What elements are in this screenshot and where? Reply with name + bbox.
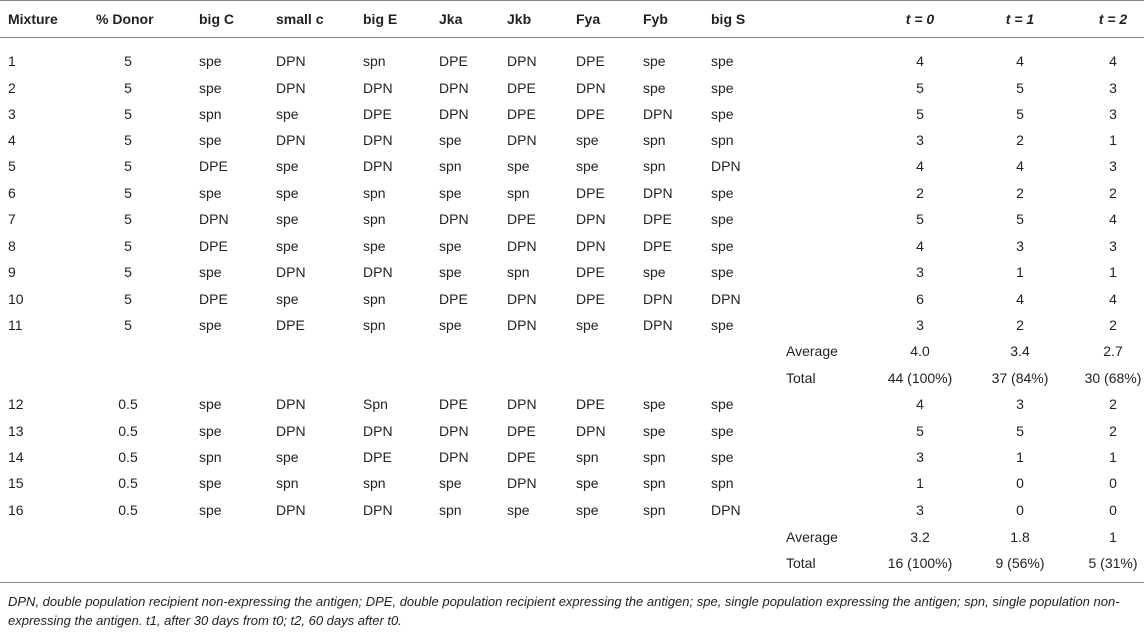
cell-fya: spe	[576, 132, 599, 148]
cell-t1: 5	[1016, 423, 1024, 439]
cell-jkb: DPN	[507, 238, 537, 254]
cell-t0: 44 (100%)	[887, 370, 953, 386]
summary-row-total	[0, 366, 1144, 392]
cell-jka: DPE	[439, 291, 468, 307]
cell-fya: spe	[576, 502, 599, 518]
cell-bigC: spn	[199, 106, 222, 122]
cell-bigC: DPN	[199, 211, 229, 227]
cell-bigE: DPE	[363, 449, 392, 465]
cell-jka: spe	[439, 317, 462, 333]
table-row	[0, 154, 1144, 180]
cell-mixture: 5	[8, 158, 16, 174]
cell-t1: 4	[1016, 158, 1024, 174]
cell-t0: 3	[916, 132, 924, 148]
cell-t1: 3.4	[1010, 343, 1030, 359]
header-big-s: big S	[711, 11, 746, 27]
cell-fya: DPN	[576, 238, 606, 254]
cell-t1: 3	[1016, 238, 1024, 254]
cell-t2: 4	[1109, 53, 1117, 69]
table-row	[0, 419, 1144, 445]
cell-jka: DPN	[439, 211, 469, 227]
table-header	[0, 0, 1144, 37]
cell-t2: 2	[1109, 185, 1117, 201]
table-row	[0, 313, 1144, 339]
table-row	[0, 471, 1144, 497]
cell-smallc: spn	[276, 475, 299, 491]
header-t0: t = 0	[905, 11, 935, 27]
cell-jka: DPE	[439, 53, 468, 69]
cell-jka: spn	[439, 158, 462, 174]
cell-t2: 3	[1109, 238, 1117, 254]
cell-smallc: DPN	[276, 396, 306, 412]
cell-bigS: spe	[711, 396, 734, 412]
cell-bigS: DPN	[711, 291, 741, 307]
header-big-e: big E	[363, 11, 398, 27]
cell-mixture: 2	[8, 80, 16, 96]
cell-mixture: 12	[8, 396, 24, 412]
cell-bigC: spe	[199, 475, 222, 491]
cell-smallc: DPN	[276, 423, 306, 439]
table-row	[0, 76, 1144, 102]
header-jka: Jka	[439, 11, 463, 27]
cell-t1: 5	[1016, 106, 1024, 122]
cell-jkb: spe	[507, 158, 530, 174]
cell-donor: 5	[124, 211, 132, 227]
cell-t2: 3	[1109, 106, 1117, 122]
cell-t2: 4	[1109, 291, 1117, 307]
cell-t2: 2.7	[1103, 343, 1123, 359]
cell-bigS: spe	[711, 317, 734, 333]
cell-label: Average	[786, 529, 838, 545]
cell-donor: 5	[124, 132, 132, 148]
cell-fya: DPE	[576, 291, 605, 307]
cell-bigS: DPN	[711, 502, 741, 518]
summary-row-average	[0, 339, 1144, 365]
header-t2: t = 2	[1098, 11, 1128, 27]
cell-donor: 5	[124, 53, 132, 69]
cell-t1: 2	[1016, 185, 1024, 201]
cell-t0: 1	[916, 475, 924, 491]
cell-t1: 37 (84%)	[991, 370, 1049, 386]
cell-bigC: spe	[199, 80, 222, 96]
cell-donor: 5	[124, 264, 132, 280]
cell-t2: 2	[1109, 423, 1117, 439]
cell-t2: 3	[1109, 158, 1117, 174]
cell-donor: 0.5	[118, 502, 138, 518]
cell-jkb: DPN	[507, 132, 537, 148]
table-row	[0, 260, 1144, 286]
cell-jka: spn	[439, 502, 462, 518]
cell-t1: 4	[1016, 53, 1024, 69]
cell-bigS: spe	[711, 211, 734, 227]
cell-t2: 4	[1109, 211, 1117, 227]
header-jkb: Jkb	[507, 11, 532, 27]
cell-donor: 5	[124, 185, 132, 201]
cell-t0: 3	[916, 317, 924, 333]
cell-fyb: spn	[643, 475, 666, 491]
cell-fyb: DPN	[643, 291, 673, 307]
cell-smallc: spe	[276, 185, 299, 201]
cell-bigS: spe	[711, 80, 734, 96]
cell-bigC: spe	[199, 396, 222, 412]
cell-bigS: spe	[711, 53, 734, 69]
cell-bigE: spn	[363, 291, 386, 307]
cell-bigE: DPN	[363, 423, 393, 439]
cell-bigE: DPE	[363, 106, 392, 122]
cell-jka: DPN	[439, 449, 469, 465]
cell-t2: 1	[1109, 132, 1117, 148]
cell-t1: 4	[1016, 291, 1024, 307]
cell-smallc: DPN	[276, 264, 306, 280]
cell-jkb: spe	[507, 502, 530, 518]
cell-bigE: spn	[363, 53, 386, 69]
cell-fya: DPE	[576, 396, 605, 412]
cell-t1: 1	[1016, 264, 1024, 280]
cell-bigE: spn	[363, 185, 386, 201]
cell-donor: 0.5	[118, 449, 138, 465]
cell-fya: spn	[576, 449, 599, 465]
cell-bigS: spe	[711, 185, 734, 201]
cell-fya: DPE	[576, 53, 605, 69]
cell-bigS: spe	[711, 238, 734, 254]
header-rule	[0, 37, 1144, 38]
cell-t2: 5 (31%)	[1088, 555, 1138, 571]
cell-donor: 5	[124, 106, 132, 122]
table-row	[0, 287, 1144, 313]
cell-mixture: 10	[8, 291, 24, 307]
header-fya: Fya	[576, 11, 601, 27]
table-footnote: DPN, double population recipient non-expressing the antigen; DPE, double population recipient expressing the antigen; spe, single population expressing the antigen; spn, single population non-expressing the antigen. t1, after 30 days from t0; t2, 60 days after t0.	[8, 594, 1120, 628]
cell-jka: DPE	[439, 396, 468, 412]
cell-label: Average	[786, 343, 838, 359]
cell-smallc: DPN	[276, 132, 306, 148]
header-donor: % Donor	[96, 11, 154, 27]
table-row	[0, 102, 1144, 128]
cell-t0: 2	[916, 185, 924, 201]
cell-bigC: spe	[199, 185, 222, 201]
cell-bigE: DPN	[363, 158, 393, 174]
cell-fyb: DPN	[643, 106, 673, 122]
cell-bigE: DPN	[363, 80, 393, 96]
cell-mixture: 1	[8, 53, 16, 69]
cell-jkb: spn	[507, 264, 530, 280]
cell-t1: 5	[1016, 211, 1024, 227]
cell-bigC: DPE	[199, 158, 228, 174]
cell-bigC: spe	[199, 317, 222, 333]
cell-mixture: 13	[8, 423, 24, 439]
table-row	[0, 498, 1144, 524]
cell-smallc: spe	[276, 238, 299, 254]
summary-row-total	[0, 551, 1144, 577]
cell-smallc: spe	[276, 211, 299, 227]
cell-donor: 5	[124, 317, 132, 333]
cell-fya: DPE	[576, 106, 605, 122]
table-row	[0, 234, 1144, 260]
cell-t0: 5	[916, 80, 924, 96]
cell-fyb: spn	[643, 132, 666, 148]
cell-bigE: spe	[363, 238, 386, 254]
cell-bigE: spn	[363, 211, 386, 227]
header-big-c: big C	[199, 11, 234, 27]
cell-mixture: 15	[8, 475, 24, 491]
cell-fyb: spe	[643, 80, 666, 96]
cell-fya: DPN	[576, 423, 606, 439]
cell-smallc: DPN	[276, 502, 306, 518]
cell-t0: 3	[916, 449, 924, 465]
cell-t2: 0	[1109, 502, 1117, 518]
cell-t1: 2	[1016, 317, 1024, 333]
cell-t2: 2	[1109, 396, 1117, 412]
cell-t0: 5	[916, 106, 924, 122]
cell-jka: spe	[439, 264, 462, 280]
table-row	[0, 445, 1144, 471]
header-fyb: Fyb	[643, 11, 668, 27]
table-row	[0, 392, 1144, 418]
cell-mixture: 7	[8, 211, 16, 227]
cell-jkb: DPE	[507, 80, 536, 96]
cell-bigE: DPN	[363, 132, 393, 148]
cell-fya: DPN	[576, 80, 606, 96]
cell-fya: DPE	[576, 185, 605, 201]
cell-t2: 30 (68%)	[1084, 370, 1142, 386]
cell-bigS: spn	[711, 475, 734, 491]
cell-t1: 3	[1016, 396, 1024, 412]
cell-jkb: DPE	[507, 449, 536, 465]
cell-bigC: spe	[199, 132, 222, 148]
cell-fya: DPN	[576, 211, 606, 227]
cell-bigC: spe	[199, 264, 222, 280]
cell-bigE: Spn	[363, 396, 388, 412]
cell-t2: 1	[1109, 449, 1117, 465]
cell-jkb: DPN	[507, 53, 537, 69]
cell-mixture: 14	[8, 449, 24, 465]
table-row	[0, 49, 1144, 75]
cell-mixture: 16	[8, 502, 24, 518]
cell-donor: 5	[124, 238, 132, 254]
cell-bigS: spn	[711, 132, 734, 148]
cell-t1: 5	[1016, 80, 1024, 96]
cell-bigE: DPN	[363, 502, 393, 518]
cell-jkb: DPN	[507, 291, 537, 307]
cell-smallc: spe	[276, 158, 299, 174]
cell-mixture: 6	[8, 185, 16, 201]
cell-t0: 4	[916, 53, 924, 69]
cell-bigS: spe	[711, 264, 734, 280]
cell-jkb: DPE	[507, 106, 536, 122]
cell-t0: 3	[916, 502, 924, 518]
cell-bigC: spe	[199, 502, 222, 518]
cell-t0: 5	[916, 211, 924, 227]
cell-jka: DPN	[439, 423, 469, 439]
cell-jka: spe	[439, 475, 462, 491]
cell-fyb: DPE	[643, 211, 672, 227]
cell-fya: DPE	[576, 264, 605, 280]
cell-label: Total	[786, 370, 816, 386]
cell-bigS: DPN	[711, 158, 741, 174]
header-t1: t = 1	[1005, 11, 1035, 27]
cell-t0: 4	[916, 238, 924, 254]
cell-smallc: spe	[276, 449, 299, 465]
cell-smallc: DPE	[276, 317, 305, 333]
cell-t2: 1	[1109, 529, 1117, 545]
cell-bigC: spn	[199, 449, 222, 465]
cell-fyb: spn	[643, 449, 666, 465]
cell-jkb: DPN	[507, 396, 537, 412]
cell-mixture: 4	[8, 132, 16, 148]
cell-smallc: spe	[276, 106, 299, 122]
cell-bigS: spe	[711, 423, 734, 439]
cell-t0: 4	[916, 396, 924, 412]
cell-jkb: spn	[507, 185, 530, 201]
cell-fyb: spn	[643, 502, 666, 518]
cell-mixture: 11	[8, 317, 23, 333]
cell-jka: spe	[439, 132, 462, 148]
cell-donor: 5	[124, 80, 132, 96]
cell-smallc: spe	[276, 291, 299, 307]
cell-bigS: spe	[711, 449, 734, 465]
cell-bigE: DPN	[363, 264, 393, 280]
cell-mixture: 9	[8, 264, 16, 280]
cell-bigE: spn	[363, 475, 386, 491]
cell-jka: spe	[439, 185, 462, 201]
cell-t0: 4	[916, 158, 924, 174]
cell-fyb: spn	[643, 158, 666, 174]
cell-fyb: spe	[643, 423, 666, 439]
cell-fyb: DPE	[643, 238, 672, 254]
cell-t2: 3	[1109, 80, 1117, 96]
cell-smallc: DPN	[276, 80, 306, 96]
footer-rule	[0, 582, 1144, 583]
cell-fya: spe	[576, 317, 599, 333]
cell-t0: 3	[916, 264, 924, 280]
cell-donor: 0.5	[118, 475, 138, 491]
cell-fyb: DPN	[643, 317, 673, 333]
table-row	[0, 128, 1144, 154]
cell-t0: 6	[916, 291, 924, 307]
cell-t2: 1	[1109, 264, 1117, 280]
cell-jkb: DPE	[507, 211, 536, 227]
cell-mixture: 3	[8, 106, 16, 122]
cell-t0: 4.0	[910, 343, 930, 359]
cell-t0: 5	[916, 423, 924, 439]
cell-t1: 2	[1016, 132, 1024, 148]
cell-t1: 1.8	[1010, 529, 1030, 545]
cell-donor: 5	[124, 291, 132, 307]
cell-fyb: DPN	[643, 185, 673, 201]
cell-smallc: DPN	[276, 53, 306, 69]
cell-t0: 3.2	[910, 529, 930, 545]
cell-jka: spe	[439, 238, 462, 254]
cell-t1: 0	[1016, 502, 1024, 518]
summary-row-average	[0, 525, 1144, 551]
cell-bigC: spe	[199, 53, 222, 69]
cell-bigS: spe	[711, 106, 734, 122]
cell-donor: 0.5	[118, 396, 138, 412]
cell-fyb: spe	[643, 53, 666, 69]
cell-label: Total	[786, 555, 816, 571]
cell-jka: DPN	[439, 80, 469, 96]
cell-donor: 0.5	[118, 423, 138, 439]
header-mixture: Mixture	[8, 11, 58, 27]
cell-jkb: DPN	[507, 475, 537, 491]
table-row	[0, 207, 1144, 233]
cell-t1: 9 (56%)	[995, 555, 1045, 571]
cell-jkb: DPN	[507, 317, 537, 333]
header-small-c: small c	[276, 11, 324, 27]
cell-jka: DPN	[439, 106, 469, 122]
cell-fya: spe	[576, 158, 599, 174]
cell-t2: 0	[1109, 475, 1117, 491]
cell-bigC: DPE	[199, 238, 228, 254]
cell-fya: spe	[576, 475, 599, 491]
cell-t2: 2	[1109, 317, 1117, 333]
cell-bigC: DPE	[199, 291, 228, 307]
cell-bigE: spn	[363, 317, 386, 333]
cell-bigC: spe	[199, 423, 222, 439]
cell-t1: 1	[1016, 449, 1024, 465]
cell-donor: 5	[124, 158, 132, 174]
cell-mixture: 8	[8, 238, 16, 254]
cell-fyb: spe	[643, 396, 666, 412]
table-row	[0, 181, 1144, 207]
cell-t1: 0	[1016, 475, 1024, 491]
cell-jkb: DPE	[507, 423, 536, 439]
cell-fyb: spe	[643, 264, 666, 280]
cell-t0: 16 (100%)	[887, 555, 953, 571]
